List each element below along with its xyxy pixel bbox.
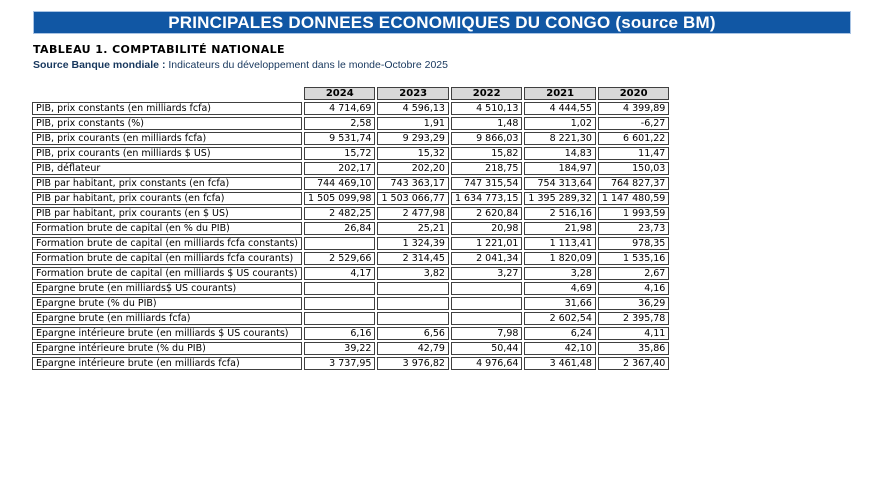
row-label: PIB par habitant, prix constants (en fcfa): [32, 177, 302, 190]
value-cell: 1,48: [451, 117, 522, 130]
row-label: PIB, prix constants (en milliards fcfa): [32, 102, 302, 115]
value-cell: 42,10: [524, 342, 595, 355]
row-label: PIB, prix courants (en milliards $ US): [32, 147, 302, 160]
value-cell: [451, 282, 522, 295]
table-title: TABLEAU 1. COMPTABILITÉ NATIONALE: [33, 43, 285, 56]
value-cell: 9 531,74: [304, 132, 375, 145]
value-cell: [377, 312, 448, 325]
row-label: Formation brute de capital (en milliards fcfa constants): [32, 237, 302, 250]
value-cell: 2,67: [598, 267, 669, 280]
value-cell: 50,44: [451, 342, 522, 355]
value-cell: 4 510,13: [451, 102, 522, 115]
value-cell: 1 634 773,15: [451, 192, 522, 205]
value-cell: 31,66: [524, 297, 595, 310]
value-cell: 202,17: [304, 162, 375, 175]
value-cell: 3 976,82: [377, 357, 448, 370]
value-cell: 3 461,48: [524, 357, 595, 370]
row-label: PIB, prix constants (%): [32, 117, 302, 130]
value-cell: 1 993,59: [598, 207, 669, 220]
value-cell: 2 602,54: [524, 312, 595, 325]
value-cell: 4 596,13: [377, 102, 448, 115]
value-cell: 1 147 480,59: [598, 192, 669, 205]
value-cell: 3,28: [524, 267, 595, 280]
table-row: [32, 207, 669, 220]
value-cell: 1 820,09: [524, 252, 595, 265]
value-cell: 15,82: [451, 147, 522, 160]
value-cell: 2 529,66: [304, 252, 375, 265]
value-cell: 1 535,16: [598, 252, 669, 265]
value-cell: 1 395 289,32: [524, 192, 595, 205]
row-label: Formation brute de capital (en milliards $ US courants): [32, 267, 302, 280]
row-label: PIB par habitant, prix courants (en $ US): [32, 207, 302, 220]
value-cell: 39,22: [304, 342, 375, 355]
value-cell: 4 714,69: [304, 102, 375, 115]
table-row: [32, 162, 669, 175]
value-cell: -6,27: [598, 117, 669, 130]
row-label: PIB par habitant, prix courants (en fcfa): [32, 192, 302, 205]
value-cell: 2 367,40: [598, 357, 669, 370]
value-cell: 42,79: [377, 342, 448, 355]
value-cell: 1 324,39: [377, 237, 448, 250]
value-cell: 743 363,17: [377, 177, 448, 190]
value-cell: 36,29: [598, 297, 669, 310]
table-row: [32, 237, 669, 250]
page-banner: [33, 11, 851, 34]
value-cell: 4,17: [304, 267, 375, 280]
value-cell: 754 313,64: [524, 177, 595, 190]
table-header-row: [32, 87, 669, 100]
source-label: Source Banque mondiale :: [33, 59, 166, 71]
value-cell: 4 444,55: [524, 102, 595, 115]
row-label: Epargne brute (% du PIB): [32, 297, 302, 310]
value-cell: 2 041,34: [451, 252, 522, 265]
value-cell: 26,84: [304, 222, 375, 235]
row-label: Epargne intérieure brute (% du PIB): [32, 342, 302, 355]
value-cell: 744 469,10: [304, 177, 375, 190]
value-cell: 25,21: [377, 222, 448, 235]
value-cell: [304, 312, 375, 325]
value-cell: 4,69: [524, 282, 595, 295]
page-title: PRINCIPALES DONNEES ECONOMIQUES DU CONGO (source BM): [168, 12, 716, 32]
value-cell: [304, 297, 375, 310]
table-row: [32, 312, 669, 325]
value-cell: 4,16: [598, 282, 669, 295]
value-cell: 747 315,54: [451, 177, 522, 190]
table-row: [32, 342, 669, 355]
value-cell: 3,27: [451, 267, 522, 280]
year-column-header: 2021: [524, 87, 595, 100]
corner-cell: [32, 87, 302, 100]
table-row: [32, 222, 669, 235]
value-cell: 35,86: [598, 342, 669, 355]
table-row: [32, 192, 669, 205]
value-cell: 6,24: [524, 327, 595, 340]
value-cell: 15,32: [377, 147, 448, 160]
table-row: [32, 252, 669, 265]
value-cell: 978,35: [598, 237, 669, 250]
value-cell: 4 976,64: [451, 357, 522, 370]
value-cell: [377, 282, 448, 295]
table-row: [32, 297, 669, 310]
value-cell: 1 505 099,98: [304, 192, 375, 205]
source-text: Indicateurs du développement dans le monde-Octobre 2025: [165, 59, 448, 71]
value-cell: 1 221,01: [451, 237, 522, 250]
value-cell: 1,02: [524, 117, 595, 130]
value-cell: 184,97: [524, 162, 595, 175]
value-cell: 6,56: [377, 327, 448, 340]
value-cell: 11,47: [598, 147, 669, 160]
value-cell: 2 482,25: [304, 207, 375, 220]
value-cell: 1 113,41: [524, 237, 595, 250]
value-cell: 2 395,78: [598, 312, 669, 325]
value-cell: 1 503 066,77: [377, 192, 448, 205]
value-cell: 21,98: [524, 222, 595, 235]
value-cell: 3 737,95: [304, 357, 375, 370]
value-cell: 7,98: [451, 327, 522, 340]
value-cell: 2 314,45: [377, 252, 448, 265]
year-column-header: 2020: [598, 87, 669, 100]
value-cell: 9 293,29: [377, 132, 448, 145]
national-accounts-table: [30, 85, 671, 372]
value-cell: 202,20: [377, 162, 448, 175]
value-cell: [451, 297, 522, 310]
value-cell: 4 399,89: [598, 102, 669, 115]
row-label: Epargne intérieure brute (en milliards fcfa): [32, 357, 302, 370]
value-cell: 6 601,22: [598, 132, 669, 145]
value-cell: 4,11: [598, 327, 669, 340]
value-cell: [451, 312, 522, 325]
table-row: [32, 132, 669, 145]
row-label: Epargne intérieure brute (en milliards $ US courants): [32, 327, 302, 340]
value-cell: [377, 297, 448, 310]
table-row: [32, 102, 669, 115]
source-line: [33, 59, 448, 71]
table-row: [32, 117, 669, 130]
value-cell: 2,58: [304, 117, 375, 130]
value-cell: 6,16: [304, 327, 375, 340]
value-cell: [304, 282, 375, 295]
table-row: [32, 357, 669, 370]
value-cell: 150,03: [598, 162, 669, 175]
value-cell: 2 516,16: [524, 207, 595, 220]
value-cell: 15,72: [304, 147, 375, 160]
value-cell: 3,82: [377, 267, 448, 280]
value-cell: 8 221,30: [524, 132, 595, 145]
value-cell: [304, 237, 375, 250]
row-label: Formation brute de capital (en milliards fcfa courants): [32, 252, 302, 265]
row-label: Formation brute de capital (en % du PIB): [32, 222, 302, 235]
row-label: Epargne brute (en milliards$ US courants): [32, 282, 302, 295]
year-column-header: 2024: [304, 87, 375, 100]
value-cell: 2 620,84: [451, 207, 522, 220]
value-cell: 764 827,37: [598, 177, 669, 190]
value-cell: 2 477,98: [377, 207, 448, 220]
table-row: [32, 282, 669, 295]
row-label: PIB, prix courants (en milliards fcfa): [32, 132, 302, 145]
value-cell: 14,83: [524, 147, 595, 160]
value-cell: 23,73: [598, 222, 669, 235]
year-column-header: 2023: [377, 87, 448, 100]
row-label: PIB, déflateur: [32, 162, 302, 175]
national-accounts-table-body: [32, 102, 669, 370]
row-label: Epargne brute (en milliards fcfa): [32, 312, 302, 325]
value-cell: 218,75: [451, 162, 522, 175]
table-row: [32, 267, 669, 280]
value-cell: 20,98: [451, 222, 522, 235]
table-row: [32, 177, 669, 190]
table-row: [32, 327, 669, 340]
value-cell: 9 866,03: [451, 132, 522, 145]
value-cell: 1,91: [377, 117, 448, 130]
year-column-header: 2022: [451, 87, 522, 100]
table-row: [32, 147, 669, 160]
